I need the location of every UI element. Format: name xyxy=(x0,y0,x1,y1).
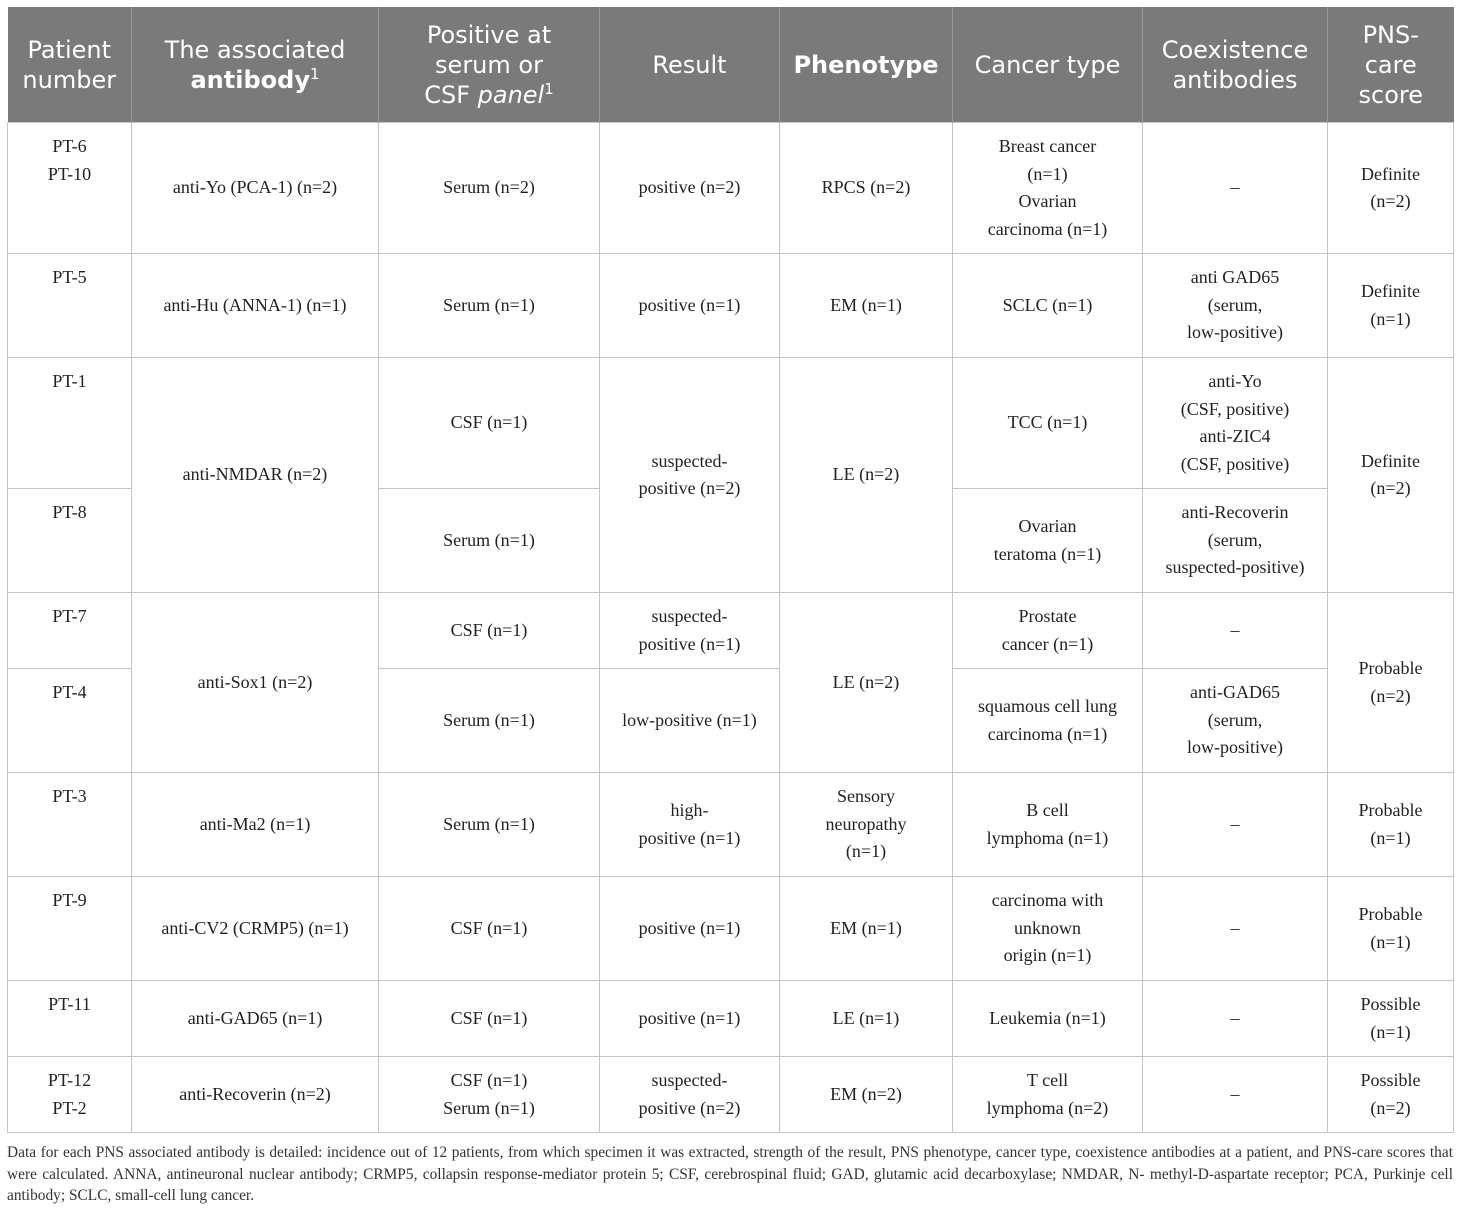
header-row xyxy=(8,7,1454,123)
coexistence-cell: anti-Yo (CSF, positive) anti-ZIC4 (CSF, positive) xyxy=(1143,358,1328,489)
patient-number-cell: PT-1 xyxy=(8,358,132,489)
panel-cell: Serum (n=2) xyxy=(379,123,600,254)
table-row xyxy=(8,254,1454,358)
panel-cell: Serum (n=1) xyxy=(379,669,600,773)
table-row xyxy=(8,773,1454,877)
table-caption xyxy=(7,1142,1453,1207)
phenotype-cell: LE (n=2) xyxy=(780,593,953,773)
cancer-type-cell: squamous cell lung carcinoma (n=1) xyxy=(953,669,1143,773)
coexistence-cell: anti-Recoverin (serum, suspected-positive) xyxy=(1143,489,1328,593)
header-patient-number: Patient number xyxy=(8,7,132,123)
patient-number-cell: PT-5 xyxy=(8,254,132,358)
score-cell: Probable (n=1) xyxy=(1328,773,1454,877)
score-cell: Definite (n=2) xyxy=(1328,123,1454,254)
phenotype-cell: EM (n=2) xyxy=(780,1057,953,1133)
results-table xyxy=(7,7,1454,1133)
header-result: Result xyxy=(600,7,780,123)
caption-line: decarboxylase; NMDAR, N- methyl-D-aspartate receptor; PCA, Purkinje cell antibody; SCLC, small-cell lung cancer. xyxy=(7,1165,1453,1204)
panel-cell: Serum (n=1) xyxy=(379,773,600,877)
header-phenotype: Phenotype xyxy=(780,7,953,123)
antibody-cell: anti-Sox1 (n=2) xyxy=(132,593,379,773)
phenotype-cell: LE (n=2) xyxy=(780,358,953,593)
panel-cell: CSF (n=1) xyxy=(379,358,600,489)
coexistence-cell: – xyxy=(1143,877,1328,981)
patient-number-cell: PT-3 xyxy=(8,773,132,877)
phenotype-cell: RPCS (n=2) xyxy=(780,123,953,254)
header-antibody: The associated antibody$^1$ xyxy=(132,7,379,123)
cancer-type-cell: Breast cancer (n=1) Ovarian carcinoma (n=1) xyxy=(953,123,1143,254)
cancer-type-cell: Leukemia (n=1) xyxy=(953,981,1143,1057)
coexistence-cell: – xyxy=(1143,123,1328,254)
cancer-type-cell: carcinoma with unknown origin (n=1) xyxy=(953,877,1143,981)
score-cell: Probable (n=2) xyxy=(1328,593,1454,773)
coexistence-cell: – xyxy=(1143,1057,1328,1133)
result-cell: high- positive (n=1) xyxy=(600,773,780,877)
results-table-container xyxy=(7,7,1453,1133)
patient-number-cell: PT-7 xyxy=(8,593,132,669)
cancer-type-cell: B cell lymphoma (n=1) xyxy=(953,773,1143,877)
panel-cell: CSF (n=1) xyxy=(379,981,600,1057)
score-cell: Possible (n=1) xyxy=(1328,981,1454,1057)
result-cell: positive (n=1) xyxy=(600,877,780,981)
panel-cell: CSF (n=1) xyxy=(379,877,600,981)
coexistence-cell: anti GAD65 (serum, low-positive) xyxy=(1143,254,1328,358)
patient-number-cell: PT-12 PT-2 xyxy=(8,1057,132,1133)
score-cell: Probable (n=1) xyxy=(1328,877,1454,981)
caption-line: a patient, and PNS-care scores that were calculated. ANNA, antineuronal nuclear antibody; CRMP5, collapsin response-mediator protein 5; CSF, cerebrospinal fluid; GAD, glutamic acid xyxy=(7,1144,1453,1183)
table-row xyxy=(8,358,1454,489)
antibody-cell: anti-Yo (PCA-1) (n=2) xyxy=(132,123,379,254)
antibody-cell: anti-CV2 (CRMP5) (n=1) xyxy=(132,877,379,981)
header-pns-care-score: PNS- care score xyxy=(1328,7,1454,123)
cancer-type-cell: Ovarian teratoma (n=1) xyxy=(953,489,1143,593)
antibody-cell: anti-GAD65 (n=1) xyxy=(132,981,379,1057)
phenotype-cell: Sensory neuropathy (n=1) xyxy=(780,773,953,877)
cancer-type-cell: SCLC (n=1) xyxy=(953,254,1143,358)
header-positive-at: Positive at serum or CSF panel$^1$ xyxy=(379,7,600,123)
coexistence-cell: anti-GAD65 (serum, low-positive) xyxy=(1143,669,1328,773)
coexistence-cell: – xyxy=(1143,773,1328,877)
phenotype-cell: EM (n=1) xyxy=(780,254,953,358)
patient-number-cell: PT-6 PT-10 xyxy=(8,123,132,254)
header-coexistence: Coexistence antibodies xyxy=(1143,7,1328,123)
result-cell: positive (n=1) xyxy=(600,254,780,358)
patient-number-cell: PT-4 xyxy=(8,669,132,773)
antibody-cell: anti-Recoverin (n=2) xyxy=(132,1057,379,1133)
result-cell: low-positive (n=1) xyxy=(600,669,780,773)
table-row xyxy=(8,877,1454,981)
result-cell: suspected- positive (n=2) xyxy=(600,1057,780,1133)
result-cell: suspected- positive (n=2) xyxy=(600,358,780,593)
result-cell: suspected- positive (n=1) xyxy=(600,593,780,669)
panel-cell: CSF (n=1) Serum (n=1) xyxy=(379,1057,600,1133)
cancer-type-cell: Prostate cancer (n=1) xyxy=(953,593,1143,669)
cancer-type-cell: TCC (n=1) xyxy=(953,358,1143,489)
result-cell: positive (n=1) xyxy=(600,981,780,1057)
caption-line: Data for each PNS associated antibody is detailed: incidence out of 12 patients, from which specimen it was extracted, strength of the result, PNS phenotype, cancer type, coexistence antibodies at xyxy=(7,1144,1231,1161)
panel-cell: CSF (n=1) xyxy=(379,593,600,669)
table-row xyxy=(8,593,1454,669)
antibody-cell: anti-NMDAR (n=2) xyxy=(132,358,379,593)
phenotype-cell: EM (n=1) xyxy=(780,877,953,981)
panel-cell: Serum (n=1) xyxy=(379,254,600,358)
phenotype-cell: LE (n=1) xyxy=(780,981,953,1057)
table-row xyxy=(8,981,1454,1057)
result-cell: positive (n=2) xyxy=(600,123,780,254)
coexistence-cell: – xyxy=(1143,593,1328,669)
patient-number-cell: PT-8 xyxy=(8,489,132,593)
antibody-cell: anti-Ma2 (n=1) xyxy=(132,773,379,877)
patient-number-cell: PT-11 xyxy=(8,981,132,1057)
score-cell: Possible (n=2) xyxy=(1328,1057,1454,1133)
table-row xyxy=(8,123,1454,254)
score-cell: Definite (n=1) xyxy=(1328,254,1454,358)
patient-number-cell: PT-9 xyxy=(8,877,132,981)
table-row xyxy=(8,1057,1454,1133)
coexistence-cell: – xyxy=(1143,981,1328,1057)
cancer-type-cell: T cell lymphoma (n=2) xyxy=(953,1057,1143,1133)
score-cell: Definite (n=2) xyxy=(1328,358,1454,593)
header-cancer-type: Cancer type xyxy=(953,7,1143,123)
panel-cell: Serum (n=1) xyxy=(379,489,600,593)
antibody-cell: anti-Hu (ANNA-1) (n=1) xyxy=(132,254,379,358)
